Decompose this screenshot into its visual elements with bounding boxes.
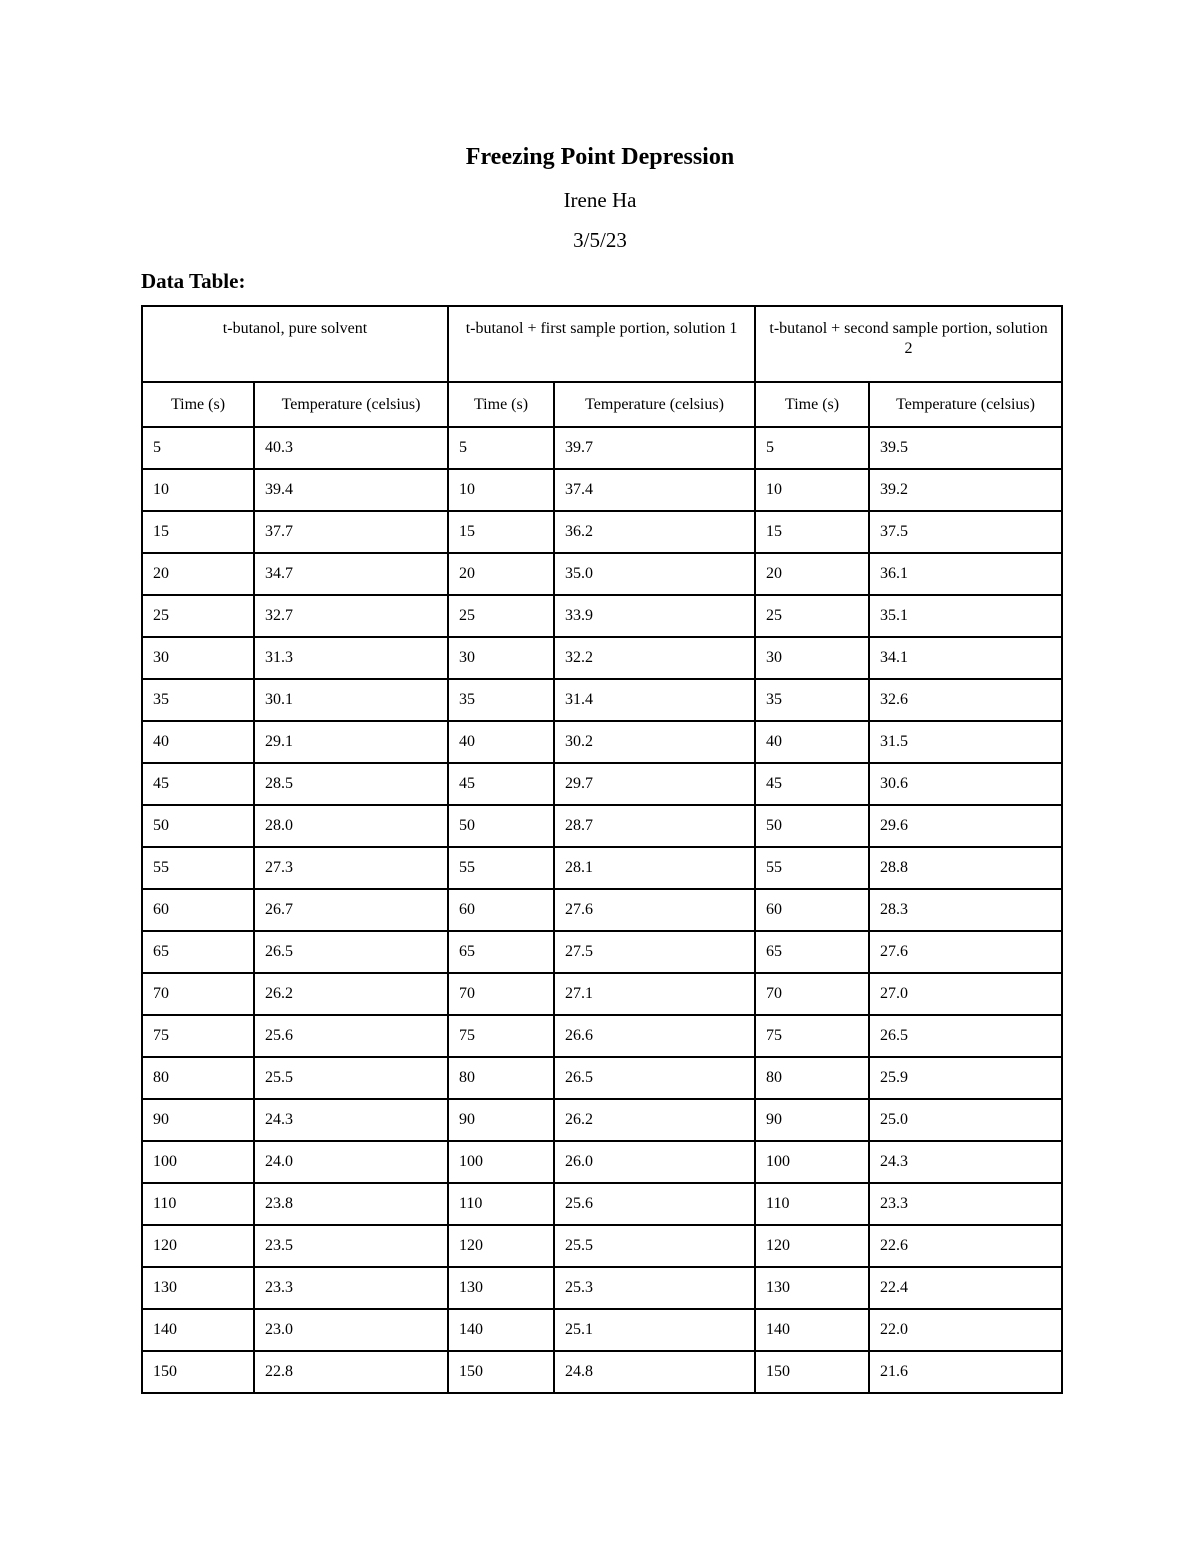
- temperature-cell: 33.9: [554, 595, 755, 637]
- time-cell: 35: [755, 679, 869, 721]
- table-row: [142, 637, 1062, 679]
- group-header-row: [142, 306, 1062, 382]
- temperature-cell: 22.8: [254, 1351, 448, 1393]
- group-header-solution-1: t-butanol + first sample portion, solution 1: [448, 306, 755, 382]
- temperature-cell: 26.7: [254, 889, 448, 931]
- temperature-cell: 29.1: [254, 721, 448, 763]
- table-row: [142, 1225, 1062, 1267]
- temperature-cell: 31.3: [254, 637, 448, 679]
- temperature-cell: 22.4: [869, 1267, 1062, 1309]
- time-cell: 10: [448, 469, 554, 511]
- table-row: [142, 889, 1062, 931]
- time-cell: 50: [142, 805, 254, 847]
- table-row: [142, 931, 1062, 973]
- temperature-cell: 27.5: [554, 931, 755, 973]
- temperature-cell: 22.6: [869, 1225, 1062, 1267]
- temperature-cell: 25.1: [554, 1309, 755, 1351]
- time-cell: 45: [448, 763, 554, 805]
- temperature-cell: 25.6: [554, 1183, 755, 1225]
- column-header-temperature: Temperature (celsius): [254, 382, 448, 427]
- time-cell: 5: [142, 427, 254, 469]
- time-cell: 150: [755, 1351, 869, 1393]
- time-cell: 120: [448, 1225, 554, 1267]
- time-cell: 90: [142, 1099, 254, 1141]
- column-header-time: Time (s): [142, 382, 254, 427]
- time-cell: 150: [142, 1351, 254, 1393]
- time-cell: 140: [142, 1309, 254, 1351]
- temperature-cell: 26.5: [869, 1015, 1062, 1057]
- temperature-cell: 36.1: [869, 553, 1062, 595]
- time-cell: 110: [142, 1183, 254, 1225]
- time-cell: 150: [448, 1351, 554, 1393]
- time-cell: 35: [142, 679, 254, 721]
- time-cell: 5: [755, 427, 869, 469]
- temperature-cell: 39.4: [254, 469, 448, 511]
- table-row: [142, 763, 1062, 805]
- time-cell: 110: [448, 1183, 554, 1225]
- temperature-cell: 40.3: [254, 427, 448, 469]
- temperature-cell: 26.6: [554, 1015, 755, 1057]
- temperature-cell: 25.3: [554, 1267, 755, 1309]
- table-row: [142, 1057, 1062, 1099]
- temperature-cell: 25.5: [554, 1225, 755, 1267]
- time-cell: 40: [142, 721, 254, 763]
- time-cell: 50: [448, 805, 554, 847]
- temperature-cell: 30.2: [554, 721, 755, 763]
- temperature-cell: 31.5: [869, 721, 1062, 763]
- data-table: [141, 305, 1063, 1394]
- table-row: [142, 553, 1062, 595]
- table-row: [142, 1351, 1062, 1393]
- time-cell: 120: [755, 1225, 869, 1267]
- time-cell: 55: [755, 847, 869, 889]
- temperature-cell: 23.3: [254, 1267, 448, 1309]
- temperature-cell: 30.6: [869, 763, 1062, 805]
- table-row: [142, 469, 1062, 511]
- temperature-cell: 37.4: [554, 469, 755, 511]
- time-cell: 80: [448, 1057, 554, 1099]
- table-row: [142, 1141, 1062, 1183]
- temperature-cell: 26.2: [554, 1099, 755, 1141]
- time-cell: 10: [755, 469, 869, 511]
- time-cell: 75: [755, 1015, 869, 1057]
- temperature-cell: 27.1: [554, 973, 755, 1015]
- time-cell: 5: [448, 427, 554, 469]
- time-cell: 80: [142, 1057, 254, 1099]
- temperature-cell: 23.8: [254, 1183, 448, 1225]
- time-cell: 65: [755, 931, 869, 973]
- time-cell: 60: [755, 889, 869, 931]
- column-header-time: Time (s): [448, 382, 554, 427]
- time-cell: 30: [755, 637, 869, 679]
- temperature-cell: 28.7: [554, 805, 755, 847]
- group-header-solution-2: t-butanol + second sample portion, solution 2: [755, 306, 1062, 382]
- temperature-cell: 30.1: [254, 679, 448, 721]
- temperature-cell: 25.0: [869, 1099, 1062, 1141]
- temperature-cell: 25.6: [254, 1015, 448, 1057]
- temperature-cell: 24.0: [254, 1141, 448, 1183]
- time-cell: 130: [448, 1267, 554, 1309]
- table-row: [142, 511, 1062, 553]
- temperature-cell: 26.0: [554, 1141, 755, 1183]
- time-cell: 65: [142, 931, 254, 973]
- time-cell: 15: [755, 511, 869, 553]
- temperature-cell: 27.6: [869, 931, 1062, 973]
- time-cell: 30: [142, 637, 254, 679]
- table-row: [142, 427, 1062, 469]
- time-cell: 15: [142, 511, 254, 553]
- temperature-cell: 34.7: [254, 553, 448, 595]
- table-row: [142, 1183, 1062, 1225]
- column-header-row: [142, 382, 1062, 427]
- temperature-cell: 28.5: [254, 763, 448, 805]
- temperature-cell: 27.3: [254, 847, 448, 889]
- column-header-temperature: Temperature (celsius): [554, 382, 755, 427]
- table-row: [142, 973, 1062, 1015]
- temperature-cell: 35.0: [554, 553, 755, 595]
- time-cell: 70: [755, 973, 869, 1015]
- time-cell: 90: [755, 1099, 869, 1141]
- time-cell: 60: [448, 889, 554, 931]
- table-row: [142, 1015, 1062, 1057]
- time-cell: 70: [142, 973, 254, 1015]
- temperature-cell: 26.5: [554, 1057, 755, 1099]
- temperature-cell: 26.2: [254, 973, 448, 1015]
- time-cell: 40: [755, 721, 869, 763]
- table-row: [142, 1267, 1062, 1309]
- temperature-cell: 28.8: [869, 847, 1062, 889]
- author-name: Irene Ha: [563, 188, 637, 212]
- temperature-cell: 27.6: [554, 889, 755, 931]
- temperature-cell: 21.6: [869, 1351, 1062, 1393]
- time-cell: 130: [755, 1267, 869, 1309]
- time-cell: 110: [755, 1183, 869, 1225]
- time-cell: 80: [755, 1057, 869, 1099]
- time-cell: 140: [755, 1309, 869, 1351]
- temperature-cell: 23.5: [254, 1225, 448, 1267]
- temperature-cell: 24.3: [869, 1141, 1062, 1183]
- time-cell: 20: [142, 553, 254, 595]
- table-row: [142, 721, 1062, 763]
- column-header-time: Time (s): [755, 382, 869, 427]
- time-cell: 55: [142, 847, 254, 889]
- table-row: [142, 847, 1062, 889]
- time-cell: 100: [142, 1141, 254, 1183]
- temperature-cell: 39.7: [554, 427, 755, 469]
- table-row: [142, 1309, 1062, 1351]
- temperature-cell: 27.0: [869, 973, 1062, 1015]
- time-cell: 50: [755, 805, 869, 847]
- time-cell: 10: [142, 469, 254, 511]
- table-row: [142, 805, 1062, 847]
- table-row: [142, 1099, 1062, 1141]
- temperature-cell: 23.0: [254, 1309, 448, 1351]
- time-cell: 25: [755, 595, 869, 637]
- time-cell: 20: [755, 553, 869, 595]
- time-cell: 45: [142, 763, 254, 805]
- document-date: 3/5/23: [573, 228, 627, 252]
- temperature-cell: 24.8: [554, 1351, 755, 1393]
- temperature-cell: 28.0: [254, 805, 448, 847]
- document-title: Freezing Point Depression: [465, 144, 735, 170]
- temperature-cell: 26.5: [254, 931, 448, 973]
- temperature-cell: 28.1: [554, 847, 755, 889]
- temperature-cell: 39.2: [869, 469, 1062, 511]
- table-body: [142, 427, 1062, 1393]
- temperature-cell: 32.7: [254, 595, 448, 637]
- temperature-cell: 34.1: [869, 637, 1062, 679]
- time-cell: 100: [448, 1141, 554, 1183]
- time-cell: 120: [142, 1225, 254, 1267]
- temperature-cell: 32.2: [554, 637, 755, 679]
- time-cell: 25: [142, 595, 254, 637]
- time-cell: 40: [448, 721, 554, 763]
- temperature-cell: 39.5: [869, 427, 1062, 469]
- time-cell: 15: [448, 511, 554, 553]
- temperature-cell: 35.1: [869, 595, 1062, 637]
- time-cell: 20: [448, 553, 554, 595]
- time-cell: 140: [448, 1309, 554, 1351]
- column-header-temperature: Temperature (celsius): [869, 382, 1062, 427]
- time-cell: 65: [448, 931, 554, 973]
- time-cell: 100: [755, 1141, 869, 1183]
- time-cell: 75: [142, 1015, 254, 1057]
- time-cell: 35: [448, 679, 554, 721]
- time-cell: 25: [448, 595, 554, 637]
- temperature-cell: 32.6: [869, 679, 1062, 721]
- temperature-cell: 29.7: [554, 763, 755, 805]
- group-header-pure-solvent: t-butanol, pure solvent: [142, 306, 448, 382]
- temperature-cell: 25.9: [869, 1057, 1062, 1099]
- time-cell: 130: [142, 1267, 254, 1309]
- temperature-cell: 31.4: [554, 679, 755, 721]
- temperature-cell: 36.2: [554, 511, 755, 553]
- table-row: [142, 595, 1062, 637]
- time-cell: 75: [448, 1015, 554, 1057]
- temperature-cell: 24.3: [254, 1099, 448, 1141]
- temperature-cell: 22.0: [869, 1309, 1062, 1351]
- temperature-cell: 37.5: [869, 511, 1062, 553]
- temperature-cell: 25.5: [254, 1057, 448, 1099]
- table-row: [142, 679, 1062, 721]
- time-cell: 30: [448, 637, 554, 679]
- temperature-cell: 28.3: [869, 889, 1062, 931]
- time-cell: 45: [755, 763, 869, 805]
- time-cell: 60: [142, 889, 254, 931]
- time-cell: 70: [448, 973, 554, 1015]
- temperature-cell: 23.3: [869, 1183, 1062, 1225]
- temperature-cell: 29.6: [869, 805, 1062, 847]
- time-cell: 55: [448, 847, 554, 889]
- time-cell: 90: [448, 1099, 554, 1141]
- temperature-cell: 37.7: [254, 511, 448, 553]
- section-label: Data Table:: [141, 269, 246, 293]
